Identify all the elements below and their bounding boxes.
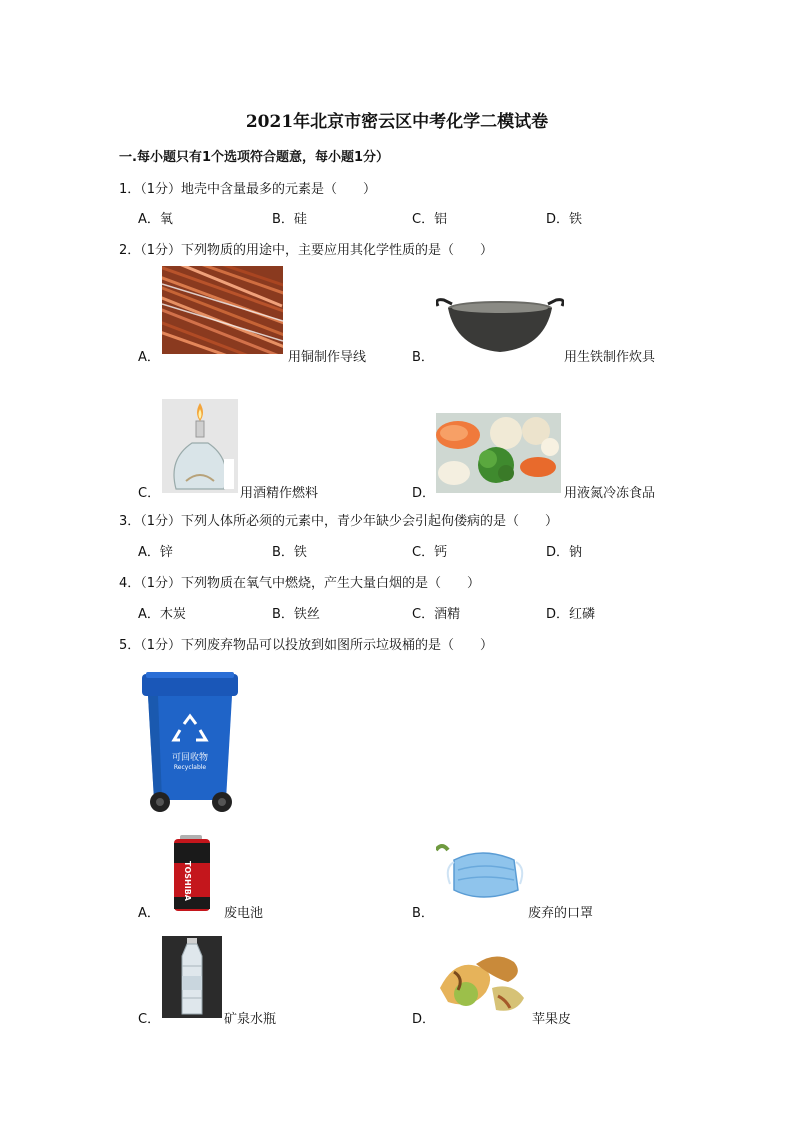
question-2-stem: 2．（1分）下列物质的用途中，主要应用其化学性质的是（ ） — [119, 243, 494, 258]
question-2-option-d-caption: 用液氮冷冻食品 — [564, 486, 656, 501]
question-5-option-d-letter: D． — [412, 1012, 436, 1027]
question-5-option-b-letter: B． — [412, 906, 434, 921]
question-3-option-c: C．钙 — [412, 545, 448, 560]
question-3-stem: 3．（1分）下列人体所必须的元素中，青少年缺少会引起佝偻病的是（ ） — [119, 514, 559, 529]
question-4-option-b: B．铁丝 — [272, 607, 320, 622]
question-2-option-d-letter: D． — [412, 486, 436, 501]
question-5-option-c-caption: 矿泉水瓶 — [224, 1012, 277, 1027]
question-2-option-a-letter: A． — [138, 350, 160, 365]
battery-image — [162, 833, 222, 913]
question-2-option-c-letter: C． — [138, 486, 161, 501]
question-3-option-a: A．锌 — [138, 545, 173, 560]
bin-label-cn: 可回收物 — [171, 753, 209, 763]
question-5-option-c-letter: C． — [138, 1012, 161, 1027]
question-5-option-a-caption: 废电池 — [224, 906, 264, 921]
bin-label-en: Recyclable — [173, 764, 207, 771]
face-mask-image — [436, 838, 528, 908]
page-title: 2021年北京市密云区中考化学二模试卷 — [245, 112, 549, 132]
question-2-option-b-caption: 用生铁制作炊具 — [564, 350, 656, 365]
copper-wire-image — [162, 266, 283, 354]
question-2-option-a-caption: 用铜制作导线 — [288, 350, 367, 365]
question-5-option-d-caption: 苹果皮 — [532, 1012, 572, 1027]
question-1-option-d: D．铁 — [546, 212, 583, 227]
question-3-option-b: B．铁 — [272, 545, 307, 560]
question-1-option-c: C．铝 — [412, 212, 448, 227]
alcohol-lamp-image — [162, 399, 238, 493]
question-3-option-d: D．钠 — [546, 545, 583, 560]
question-1-option-b: B．硅 — [272, 212, 307, 227]
iron-wok-image — [436, 296, 564, 356]
question-1-stem: 1．（1分）地壳中含量最多的元素是（ ） — [119, 182, 377, 197]
question-4-stem: 4．（1分）下列物质在氧气中燃烧，产生大量白烟的是（ ） — [119, 576, 481, 591]
battery-brand-label: TOSHIBA — [183, 861, 192, 901]
section-heading: 一.每小题只有1个选项符合题意，每小题1分） — [119, 150, 390, 165]
question-5-option-a-letter: A． — [138, 906, 160, 921]
apple-peel-image — [436, 948, 530, 1018]
question-2-option-c-caption: 用酒精作燃料 — [240, 486, 319, 501]
question-4-option-a: A．木炭 — [138, 607, 186, 622]
question-4-option-d: D．红磷 — [546, 607, 596, 622]
question-5-stem: 5．（1分）下列废弃物品可以投放到如图所示垃圾桶的是（ ） — [119, 638, 494, 653]
question-2-option-b-letter: B． — [412, 350, 434, 365]
question-1-option-a: A．氧 — [138, 212, 173, 227]
question-5-option-b-caption: 废弃的口罩 — [528, 906, 594, 921]
question-4-option-c: C．酒精 — [412, 607, 461, 622]
recycling-bin-image — [140, 672, 240, 814]
frozen-vegetables-image — [436, 413, 561, 493]
water-bottle-image — [162, 936, 222, 1018]
